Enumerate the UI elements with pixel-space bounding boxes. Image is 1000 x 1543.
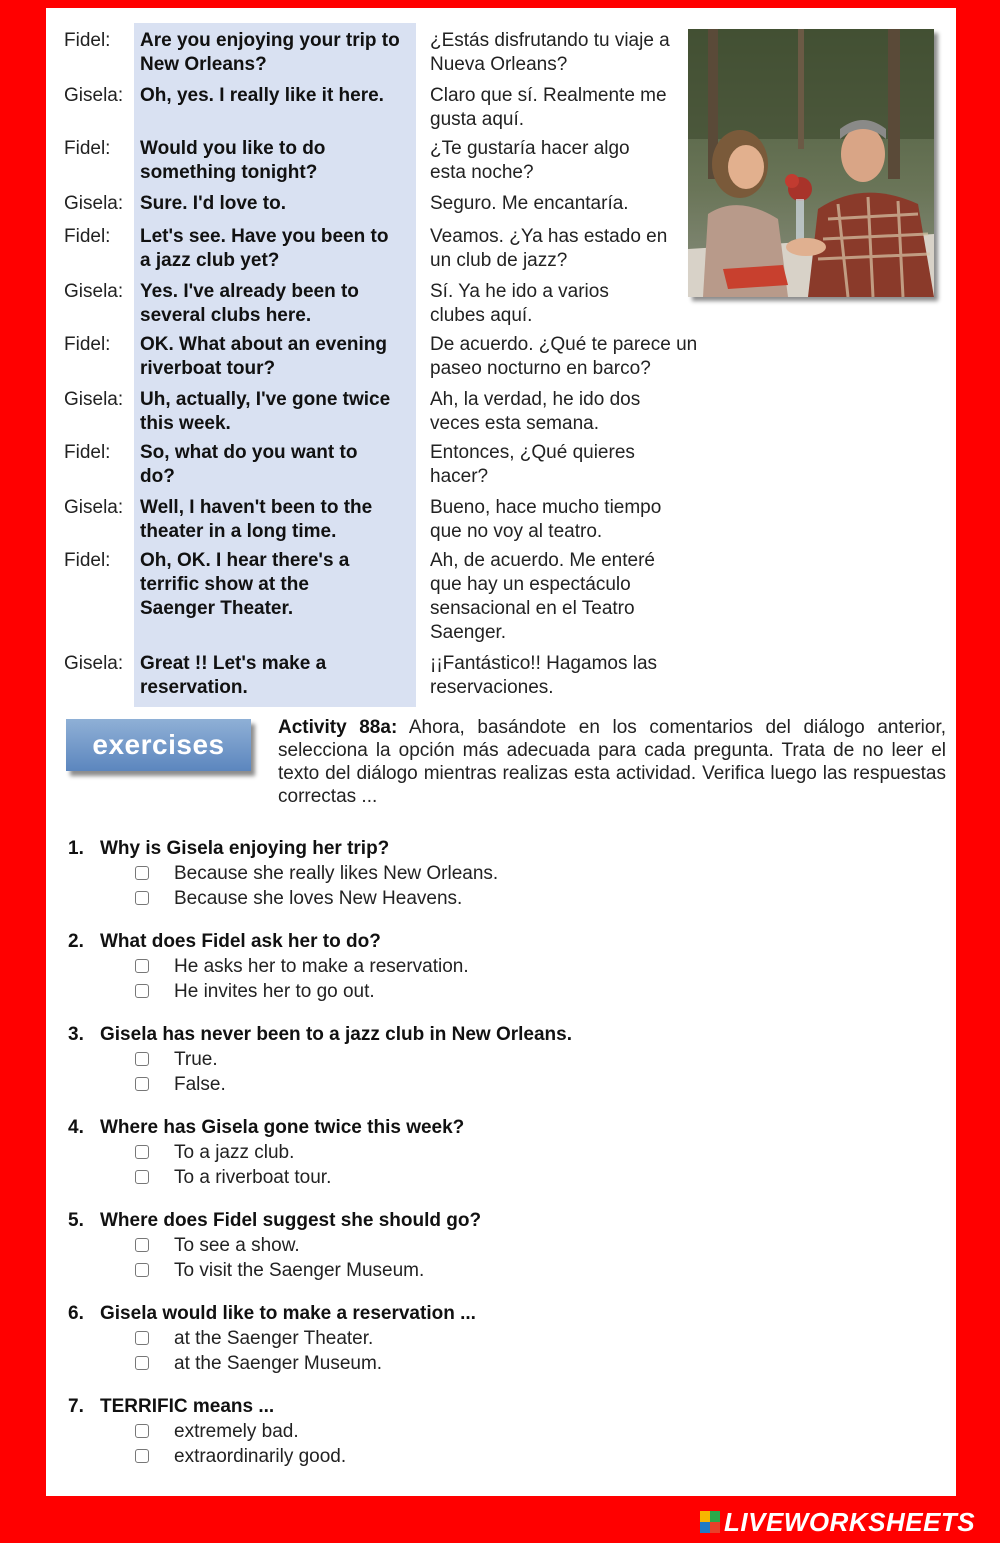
checkbox[interactable] (135, 1077, 149, 1091)
question-2 (68, 930, 928, 1004)
checkbox[interactable] (135, 1449, 149, 1463)
option-label: extraordinarily good. (174, 1446, 347, 1467)
option-row[interactable] (68, 886, 928, 911)
english-line: Well, I haven't been to the theater in a long time. (140, 497, 373, 542)
option-label: True. (174, 1049, 218, 1070)
option-row[interactable] (68, 1140, 928, 1165)
question-text: TERRIFIC means ... (100, 1396, 275, 1417)
option-label: To a riverboat tour. (174, 1167, 332, 1188)
question-number: 7. (68, 1396, 84, 1417)
english-line: So, what do you want to do? (140, 442, 358, 487)
checkbox[interactable] (135, 891, 149, 905)
question-number: 1. (68, 838, 84, 859)
question-7 (68, 1395, 928, 1469)
option-label: To visit the Saenger Museum. (174, 1260, 425, 1281)
option-label: To see a show. (174, 1235, 300, 1256)
question-number: 4. (68, 1117, 84, 1138)
speaker-label: Fidel: (64, 226, 111, 247)
speaker-label: Gisela: (64, 653, 124, 674)
spanish-line: Ah, de acuerdo. Me enteré que hay un espectáculo sensacional en el Teatro Saenger. (430, 550, 655, 643)
question-4 (68, 1116, 928, 1190)
exercises-banner: exercises (66, 719, 251, 771)
question-text: Where does Fidel suggest she should go? (100, 1210, 482, 1231)
checkbox[interactable] (135, 1238, 149, 1252)
option-label: To a jazz club. (174, 1142, 295, 1163)
spanish-line: Ah, la verdad, he ido dos veces esta semana. (430, 389, 641, 434)
question-text: Where has Gisela gone twice this week? (100, 1117, 465, 1138)
option-label: extremely bad. (174, 1421, 299, 1442)
speaker-label: Gisela: (64, 281, 124, 302)
spanish-line: Claro que sí. Realmente me gusta aquí. (430, 85, 667, 130)
option-row[interactable] (68, 1444, 928, 1469)
checkbox[interactable] (135, 1263, 149, 1277)
speaker-label: Gisela: (64, 85, 124, 106)
spanish-line: Veamos. ¿Ya has estado en un club de jazz? (430, 226, 668, 271)
activity-instructions (278, 716, 946, 808)
spanish-line: ¿Te gustaría hacer algo esta noche? (430, 138, 630, 183)
activity-text: Ahora, basándote en los comentarios del diálogo anterior, selecciona la opción más adecuada para cada pregunta. Trata de no leer el texto del diálogo mientras realizas esta actividad. Verifica luego las respuestas correctas ... (278, 717, 947, 807)
option-row[interactable] (68, 1233, 928, 1258)
checkbox[interactable] (135, 1356, 149, 1370)
option-row[interactable] (68, 1326, 928, 1351)
option-label: Because she loves New Heavens. (174, 888, 463, 909)
english-line: Oh, OK. I hear there's a terrific show at the Saenger Theater. (140, 550, 350, 619)
option-row[interactable] (68, 1419, 928, 1444)
english-line: Are you enjoying your trip to New Orleans? (140, 30, 400, 75)
speaker-label: Gisela: (64, 389, 124, 410)
couple-photo (688, 29, 934, 297)
option-row[interactable] (68, 1047, 928, 1072)
english-line: Sure. I'd love to. (140, 193, 286, 214)
activity-label: Activity 88a: (278, 717, 398, 738)
speaker-label: Fidel: (64, 334, 111, 355)
option-label: He invites her to go out. (174, 981, 375, 1002)
option-row[interactable] (68, 954, 928, 979)
option-label: False. (174, 1074, 226, 1095)
liveworksheets-logo (700, 1507, 975, 1537)
spanish-line: Bueno, hace mucho tiempo que no voy al teatro. (430, 497, 662, 542)
speaker-label: Gisela: (64, 193, 124, 214)
question-number: 3. (68, 1024, 84, 1045)
spanish-line: ¿Estás disfrutando tu viaje a Nueva Orleans? (430, 30, 670, 75)
english-line: Uh, actually, I've gone twice this week. (140, 389, 391, 434)
question-number: 6. (68, 1303, 84, 1324)
question-text: What does Fidel ask her to do? (100, 931, 381, 952)
option-label: Because she really likes New Orleans. (174, 863, 499, 884)
question-3 (68, 1023, 928, 1097)
checkbox[interactable] (135, 1145, 149, 1159)
question-text: Gisela has never been to a jazz club in New Orleans. (100, 1024, 573, 1045)
spanish-line: Sí. Ya he ido a varios clubes aquí. (430, 281, 609, 326)
spanish-line: De acuerdo. ¿Qué te parece un paseo nocturno en barco? (430, 334, 698, 379)
checkbox[interactable] (135, 959, 149, 973)
worksheet-page (46, 8, 956, 1496)
option-label: at the Saenger Theater. (174, 1328, 374, 1349)
checkbox[interactable] (135, 1331, 149, 1345)
question-5 (68, 1209, 928, 1283)
option-row[interactable] (68, 1351, 928, 1376)
option-row[interactable] (68, 979, 928, 1004)
question-text: Why is Gisela enjoying her trip? (100, 838, 390, 859)
question-text: Gisela would like to make a reservation ... (100, 1303, 476, 1324)
question-number: 5. (68, 1210, 84, 1231)
english-line: Let's see. Have you been to a jazz club yet? (140, 226, 389, 271)
question-1 (68, 837, 928, 911)
english-line: Yes. I've already been to several clubs here. (140, 281, 359, 326)
speaker-label: Gisela: (64, 497, 124, 518)
spanish-line: Entonces, ¿Qué quieres hacer? (430, 442, 635, 487)
option-row[interactable] (68, 1258, 928, 1283)
option-row[interactable] (68, 861, 928, 886)
english-line: Would you like to do something tonight? (140, 138, 326, 183)
speaker-label: Fidel: (64, 30, 111, 51)
checkbox[interactable] (135, 1052, 149, 1066)
spanish-line: ¡¡Fantástico!! Hagamos las reservaciones. (430, 653, 658, 698)
speaker-label: Fidel: (64, 442, 111, 463)
checkbox[interactable] (135, 866, 149, 880)
option-row[interactable] (68, 1165, 928, 1190)
english-line: Oh, yes. I really like it here. (140, 85, 384, 106)
logo-icon (700, 1511, 720, 1533)
speaker-label: Fidel: (64, 550, 111, 571)
english-line: OK. What about an evening riverboat tour? (140, 334, 388, 379)
checkbox[interactable] (135, 1424, 149, 1438)
english-line: Great !! Let's make a reservation. (140, 653, 327, 698)
option-label: at the Saenger Museum. (174, 1353, 383, 1374)
question-6 (68, 1302, 928, 1376)
option-row[interactable] (68, 1072, 928, 1097)
speaker-label: Fidel: (64, 138, 111, 159)
option-label: He asks her to make a reservation. (174, 956, 469, 977)
spanish-line: Seguro. Me encantaría. (430, 193, 629, 214)
question-number: 2. (68, 931, 84, 952)
checkbox[interactable] (135, 984, 149, 998)
logo-text: LIVEWORKSHEETS (724, 1506, 976, 1537)
checkbox[interactable] (135, 1170, 149, 1184)
